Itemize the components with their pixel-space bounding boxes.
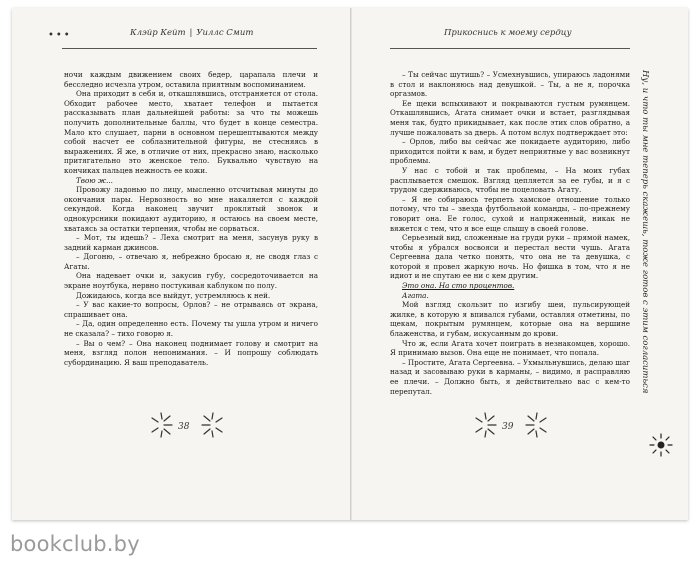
paragraph: – Я не собираюсь терпеть хамское отношение только потому, что ты – звезда футбольной команды, – по-прежнему говорит она. Ее голос, сухой и напряженный, никак не вяжется с тем, что я все еще слышу в своей голове. — [390, 194, 630, 233]
margin-note-text: Ну, и что ты мне теперь скажешь, тоже готов с этим согласиться — [640, 70, 650, 394]
paragraph: Ее щеки вспыхивают и покрываются густым румянцем. Откашлявшись, Агата снимает очки и встает, разглядывая меня так, будто прикидывает, как после этих слов обратно, а лучше пожаловать за дверь. А потом вслух подтверждает это: — [390, 98, 630, 137]
paragraph: Она надевает очки и, закусив губу, сосредоточивается на экране ноутбука, нервно постукивая каблуком по полу. — [64, 271, 318, 291]
corner-dots: ••• — [48, 30, 72, 41]
folio-sunburst-icon — [146, 410, 176, 440]
running-header-left — [130, 28, 253, 38]
header-rule-right — [390, 48, 630, 49]
folio-sunburst-icon — [522, 410, 552, 440]
paragraph: ночи каждым движением своих бедер, царапала плечи и бесследно исчезла утром, оставила приятным воспоминанием. — [64, 70, 318, 89]
paragraph: – Мот, ты идешь? – Леха смотрит на меня, засунув руку в задний карман джинсов. — [64, 233, 318, 252]
paragraph: – Орлов, либо вы сейчас же покидаете аудиторию, либо приходится пойти к вам, и будет неприятные у вас возникнут проблемы. — [390, 137, 630, 166]
paragraph: Что ж, если Агата хочет поиграть в незнакомцев, хорошо. Я принимаю вызов. Она еще не понимает, что попала. — [390, 338, 630, 358]
paragraph: – Да, один определенно есть. Почему ты ушла утром и ничего не сказала? – тихо говорю я. — [64, 319, 318, 339]
running-header-right: Прикоснись к моему сердцу — [444, 28, 572, 38]
header-coauthor: Уиллс Смит — [196, 28, 254, 38]
paragraph: Она приходит в себя и, откашлявшись, отстраняется от стола. Обходит рабочее место, хватает телефон и пытается рассказывать план дальнейшей работы: за что ты можешь получить дополнительные баллы, что будет в конце семестра. Мало кто слушает, парни в основном перешептываются между собой насчет ее соблазнительной фигуры, не стесняясь в выражениях. Я же, в отличие от них, прекрасно знаю, насколько притягательно это женское тело. Буквально чувствую на кончиках пальцев нежность ее кожи. — [64, 89, 318, 175]
header-author: Клэйр Кейт — [130, 28, 186, 38]
paragraph: Твою ж... — [76, 175, 113, 185]
header-rule-left — [62, 48, 317, 49]
left-page-text — [64, 70, 318, 367]
paragraph: – Догоню, – отвечаю я, небрежно бросаю я, не сводя глаз с Агаты. — [64, 252, 318, 271]
right-page-text — [390, 70, 630, 396]
left-page — [12, 8, 350, 520]
paragraph: У нас с тобой и так проблемы, – На моих губах расплывается смешок. Взгляд цепляется за ее губы, и я с трудом сдерживаюсь, чтобы не поцеловать Агату. — [390, 165, 630, 195]
book-spread — [12, 8, 688, 520]
sun-doodle-icon — [648, 432, 674, 458]
page-number-left: 38 — [178, 422, 190, 432]
folio-sunburst-icon — [470, 410, 500, 440]
paragraph: – Вы о чем? – Она наконец поднимает голову и смотрит на меня, взгляд полон непонимания. – И попрошу соблюдать субординацию. Я ваш преподаватель. — [64, 338, 318, 367]
paragraph: Серьезный вид, сложенные на груди руки – прямой намек, чтобы я убрался восвояси и перестал вести чушь. Агата Сергеевна дала четко понять, что она не та девушка, с которой я провел жаркую ночь. Но фишка в том, что я не идиот и не спутаю ее ни с кем другим. — [390, 233, 630, 281]
page-number-right: 39 — [502, 422, 514, 432]
paragraph: – Простите, Агата Сергеевна. – Ухмыльнувшись, делаю шаг назад и засовываю руки в карманы, – видимо, я расправляю ее плечи. – Должно быть, я действительно вас с кем-то перепутал. — [390, 357, 630, 396]
handwritten-margin-note — [598, 70, 656, 394]
paragraph: – У вас какие-то вопросы, Орлов? – не отрываясь от экрана, спрашивает она. — [64, 300, 318, 319]
header-separator: | — [189, 28, 193, 38]
paragraph: Провожу ладонью по лицу, мысленно отсчитывая минуты до окончания пары. Нервозность во мне накаляется с каждой секундой. Когда наконец звучит проклятый звонок и однокурсники покидают аудиторию, я остаюсь на своем месте, хватаясь за остатки терпения, чтобы не сорваться. — [64, 185, 318, 233]
paragraph: Дожидаюсь, когда все выйдут, устремляюсь к ней. — [76, 290, 271, 300]
site-watermark: bookclub.by — [10, 532, 140, 556]
paragraph: Это она. На сто процентов. — [402, 281, 515, 291]
paragraph: Мой взгляд скользит по изгибу шеи, пульсирующей жилке, в которую я впивался губами, оставляя отметины, по щекам, покрытым румянцем, которые она на вершине блаженства, и губам, искусанным до крови. — [390, 300, 630, 339]
paragraph: Агата. — [402, 290, 429, 300]
folio-sunburst-icon — [198, 410, 228, 440]
paragraph: – Ты сейчас шутишь? – Усмехнувшись, упираюсь ладонями в стол и наклоняюсь над девушкой. – Ты, а не я, порочка оргазмов. — [390, 70, 630, 99]
